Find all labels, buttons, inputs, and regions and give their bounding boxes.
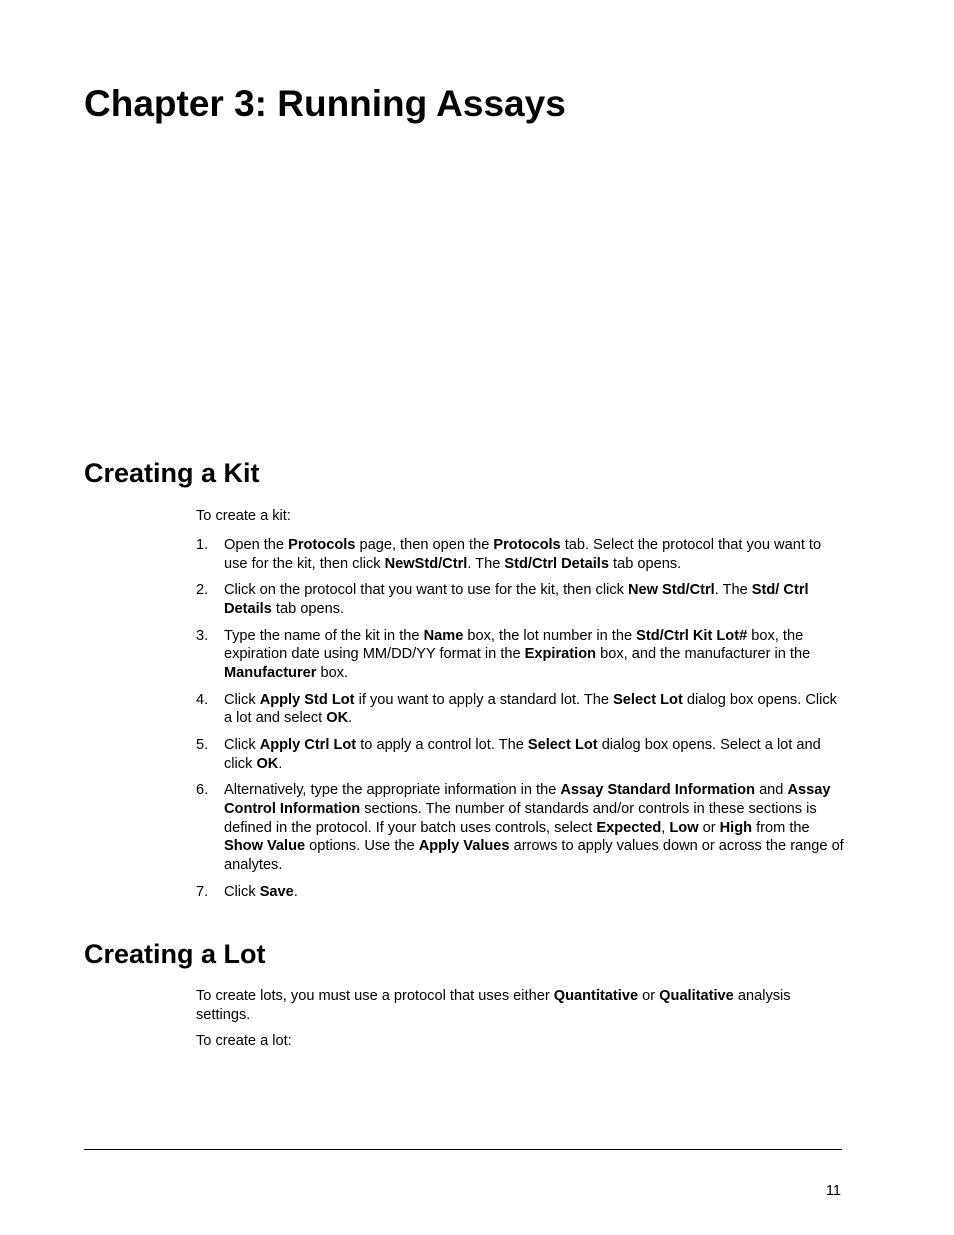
bold-ui-term: Quantitative [553,988,639,1004]
step-text [224,582,809,617]
chapter-title: Chapter 3: Running Assays [84,83,566,124]
bold-ui-term: Std/ Ctrl Details [224,582,809,617]
bold-ui-term: Low [669,819,699,836]
text-run: analysis settings. [196,988,791,1023]
bold-ui-term: NewStd/Ctrl [384,555,468,572]
kit-step [196,691,846,728]
bold-ui-term: OK [256,755,279,772]
text-run: box. [316,664,349,681]
step-number: 1. [196,537,209,553]
bold-ui-term: Protocols [288,537,356,553]
text-run: page, then open the [355,537,494,553]
bold-ui-term: Apply Values [418,838,510,855]
text-run: or [698,819,720,836]
bold-ui-term: Qualitative [659,988,734,1004]
text-run: tab opens. [271,600,345,617]
text-run: Click [224,691,260,708]
step-text [224,537,821,572]
bold-ui-term: Std/Ctrl Details [504,555,609,572]
bold-ui-term: Manufacturer [224,664,317,681]
text-run: or [638,988,660,1004]
bold-ui-term: Protocols [493,537,561,553]
kit-step [196,781,846,874]
section-heading-creating-a-lot: Creating a Lot [84,939,266,969]
lot-intro-text: To create a lot: [196,1033,292,1049]
bold-ui-term: Assay Standard Information [560,782,756,799]
step-number: 5. [196,737,209,754]
text-run: . [293,883,298,900]
text-run: tab. Select the protocol that you want to use for the kit, then click [224,537,822,572]
step-text [224,884,298,900]
step-number: 6. [196,782,209,799]
bold-ui-term: Std/Ctrl Kit Lot# [636,627,748,644]
kit-step [196,736,846,773]
kit-steps-list [196,536,846,909]
text-run: to apply a control lot. The [356,737,528,754]
text-run: Click [224,883,260,900]
bold-ui-term: Select Lot [613,691,683,708]
step-number: 2. [196,582,209,599]
text-run: if you want to apply a standard lot. The [354,691,614,708]
bold-ui-term: Assay Control Information [224,782,831,818]
text-run: Click on the protocol that you want to use for the kit, then click [224,582,628,599]
bold-ui-term: Apply Ctrl Lot [259,737,357,754]
section-heading-creating-a-kit: Creating a Kit [84,458,260,488]
bold-ui-term: New Std/Ctrl [627,582,715,599]
text-run: . [278,755,283,772]
bold-ui-term: Expiration [524,646,597,663]
bold-ui-term: Name [423,627,464,644]
text-run: Alternatively, type the appropriate information in the [224,782,561,799]
text-run: options. Use the [305,838,419,855]
text-run: . The [467,555,505,572]
kit-intro-text: To create a kit: [196,508,291,524]
bold-ui-term: High [719,819,753,836]
step-number: 7. [196,883,209,900]
kit-step [196,883,846,902]
step-text [224,628,810,681]
kit-step [196,581,846,618]
text-run: sections. The number of standards and/or controls in these sections is defined in the protocol. If your batch uses controls, select [224,801,817,836]
bold-ui-term: Show Value [224,838,306,855]
bold-ui-term: Expected [596,819,662,836]
text-run: tab opens. [608,555,682,572]
step-text [224,692,837,727]
page-number: 11 [825,1183,841,1199]
text-run: and [755,782,788,799]
step-text [224,782,844,872]
bold-ui-term: OK [326,710,349,727]
text-run: Open the [224,537,289,553]
text-run: box, and the manufacturer in the [596,646,811,663]
text-run: from the [752,819,810,836]
kit-step [196,627,846,683]
kit-step [196,536,846,573]
text-run: arrows to apply values down or across the range of analytes. [224,838,844,873]
lot-requirements-text [196,987,846,1024]
text-run: Click [224,737,260,754]
bold-ui-term: Select Lot [527,737,598,754]
text-run: To create lots, you must use a protocol that uses either [196,988,554,1004]
bold-ui-term: Apply Std Lot [259,691,355,708]
text-run: Type the name of the kit in the [224,627,424,644]
bold-ui-term: Save [259,883,294,900]
text-run: , [661,819,670,836]
text-run: dialog box opens. Select a lot and click [224,737,821,772]
step-text [224,737,821,772]
step-number: 4. [196,691,209,708]
text-run: dialog box opens. Click a lot and select [224,691,837,727]
text-run: . The [714,582,752,599]
text-run: . [348,710,353,727]
footer-rule [84,1149,842,1150]
step-number: 3. [196,627,209,644]
text-run: box, the lot number in the [463,627,637,644]
text-run: box, the expiration date using MM/DD/YY format in the [224,627,804,663]
